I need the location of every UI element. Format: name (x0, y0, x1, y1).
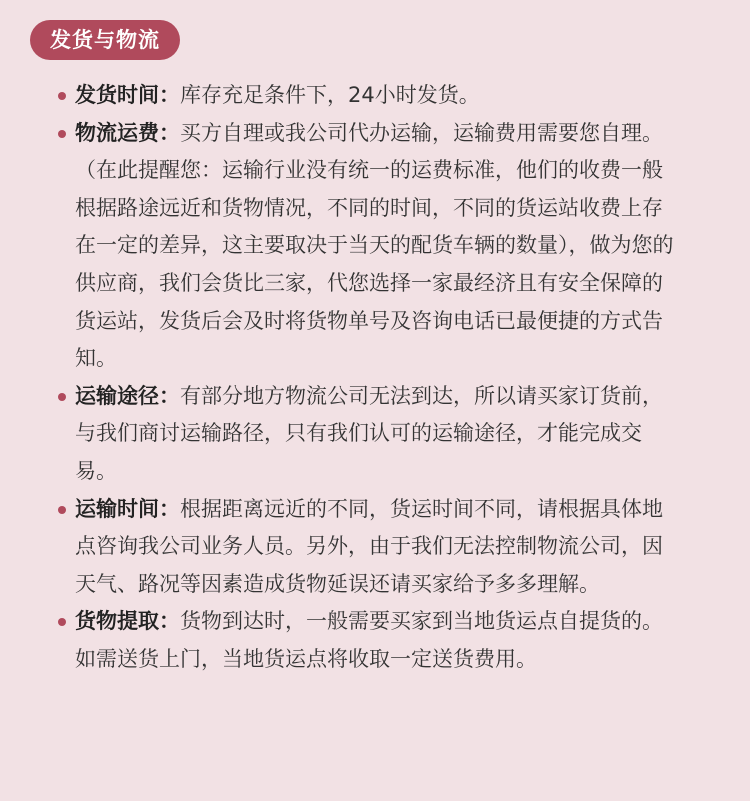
bullet-dot-icon (58, 393, 66, 401)
shipping-info-list (75, 77, 675, 679)
item-label: 货物提取： (75, 609, 180, 634)
list-item-shipping-time (75, 77, 675, 115)
list-item-pickup (75, 603, 675, 678)
item-label: 运输时间： (75, 496, 180, 521)
item-label: 发货时间： (75, 83, 180, 107)
list-item-freight (75, 115, 675, 378)
item-text: 买方自理或我公司代办运输，运输费用需要您自理。（在此提醒您：运输行业没有统一的运费标准，他们的收费一般根据路途远近和货物情况，不同的时间，不同的货运站收费上存在一定的差异，这主要取决于当天的配货车辆的数量），做为您的供应商，我们会货比三家，代您选择一家最经济且有安全保障的货运站，发货后会及时将货物单号及咨询电话已最便捷的方式告知。 (75, 120, 674, 371)
bullet-dot-icon (58, 506, 66, 514)
bullet-dot-icon (58, 92, 66, 100)
item-label: 运输途径： (75, 383, 180, 408)
item-text: 库存充足条件下，24小时发货。 (180, 83, 480, 107)
item-label: 物流运费： (75, 120, 180, 145)
list-item-transport-route (75, 378, 675, 491)
list-item-transport-time (75, 491, 675, 604)
bullet-dot-icon (58, 618, 66, 626)
item-text: 货物到达时，一般需要买家到当地货运点自提货的。如需送货上门，当地货运点将收取一定送货费用。 (75, 609, 663, 671)
section-title-badge: 发货与物流 (30, 20, 180, 60)
bullet-dot-icon (58, 130, 66, 138)
item-text: 有部分地方物流公司无法到达，所以请买家订货前，与我们商讨运输路径，只有我们认可的运输途径，才能完成交易。 (75, 383, 663, 483)
item-text: 根据距离远近的不同，货运时间不同，请根据具体地点咨询我公司业务人员。另外，由于我们无法控制物流公司，因天气、路况等因素造成货物延误还请买家给予多多理解。 (75, 496, 663, 596)
